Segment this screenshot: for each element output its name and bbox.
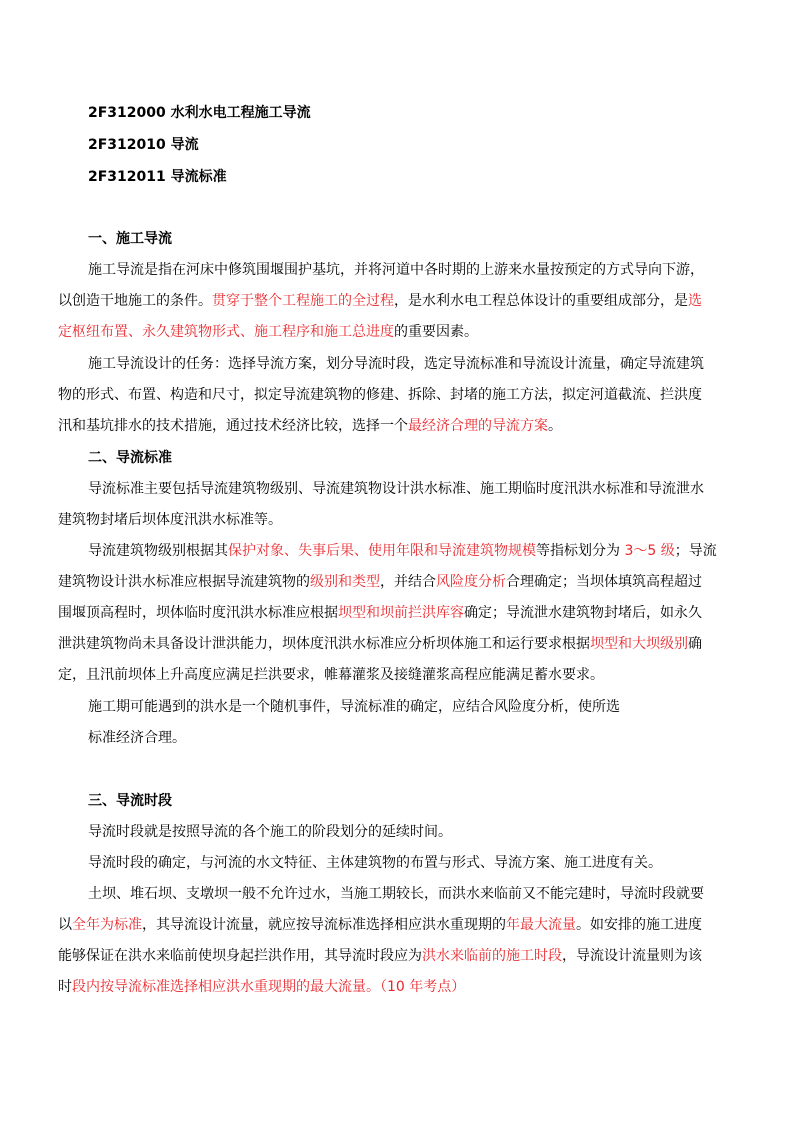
s3-p3-line1: 土坝、堆石坝、支墩坝一般不允许过水，当施工期较长，而洪水来临前又不能完建时，导流时段就要 — [88, 886, 704, 902]
s2-p2-line5: 定，且汛前坝体上升高度应满足拦洪要求，帷幕灌浆及接缝灌浆高程应能满足蓄水要求。 — [58, 667, 604, 683]
s1-p2-line3: 汛和基坑排水的技术措施，通过技术经济比较，选择一个最经济合理的导流方案。 — [58, 418, 562, 434]
s3-p3-line3: 能够保证在洪水来临前使坝身起拦洪作用，其导流时段应为洪水来临前的施工时段，导流设计流量则为该 — [58, 948, 702, 964]
s1-p1-line1: 施工导流是指在河床中修筑围堰围护基坑，并将河道中各时期的上游来水量按预定的方式导向下游， — [88, 262, 704, 278]
s2-p2-line3: 围堰顶高程时，坝体临时度汛洪水标准应根据坝型和坝前拦洪库容确定；导流泄水建筑物封堵后，如永久 — [58, 605, 702, 621]
section-title-3: 三、导流时段 — [88, 793, 172, 809]
s3-p3-line4: 时段内按导流标准选择相应洪水重现期的最大流量。（10 年考点） — [58, 979, 466, 995]
s2-p2-line2: 建筑物设计洪水标准应根据导流建筑物的级别和类型，并结合风险度分析合理确定；当坝体填筑高程超过 — [58, 574, 702, 590]
s2-p2-line1: 导流建筑物级别根据其保护对象、失事后果、使用年限和导流建筑物规模等指标划分为 3～5 级；导流 — [88, 543, 717, 559]
heading-2f312000: 2F312000 水利水电工程施工导流 — [88, 105, 311, 121]
s1-p2-line2: 物的形式、布置、构造和尺寸，拟定导流建筑物的修建、拆除、封堵的施工方法，拟定河道截流、拦洪度 — [58, 387, 702, 403]
s2-p3-line2: 标准经济合理。 — [88, 730, 186, 746]
s3-p3-line2: 以全年为标准，其导流设计流量，就应按导流标准选择相应洪水重现期的年最大流量。如安排的施工进度 — [58, 917, 702, 933]
s2-p1-line2: 建筑物封堵后坝体度汛洪水标准等。 — [58, 512, 282, 528]
s1-p1-line3: 定枢纽布置、永久建筑物形式、施工程序和施工总进度的重要因素。 — [58, 324, 478, 340]
s2-p3-line1: 施工期可能遇到的洪水是一个随机事件，导流标准的确定，应结合风险度分析，使所选 — [88, 699, 620, 715]
s1-p2-line1: 施工导流设计的任务：选择导流方案，划分导流时段，选定导流标准和导流设计流量，确定导流建筑 — [88, 356, 704, 372]
s2-p2-line4: 泄洪建筑物尚未具备设计泄洪能力，坝体度汛洪水标准应分析坝体施工和运行要求根据坝型和大坝级别确 — [58, 636, 702, 652]
s3-p2: 导流时段的确定，与河流的水文特征、主体建筑物的布置与形式、导流方案、施工进度有关。 — [88, 855, 662, 871]
s3-p1: 导流时段就是按照导流的各个施工的阶段划分的延续时间。 — [88, 824, 452, 840]
heading-2f312011: 2F312011 导流标准 — [88, 169, 227, 185]
s1-p1-line2: 以创造干地施工的条件。贯穿于整个工程施工的全过程，是水利水电工程总体设计的重要组成部分，是选 — [58, 293, 702, 309]
heading-2f312010: 2F312010 导流 — [88, 137, 199, 153]
s2-p1-line1: 导流标准主要包括导流建筑物级别、导流建筑物设计洪水标准、施工期临时度汛洪水标准和导流泄水 — [88, 481, 704, 497]
section-title-1: 一、施工导流 — [88, 231, 172, 247]
section-title-2: 二、导流标准 — [88, 450, 172, 466]
